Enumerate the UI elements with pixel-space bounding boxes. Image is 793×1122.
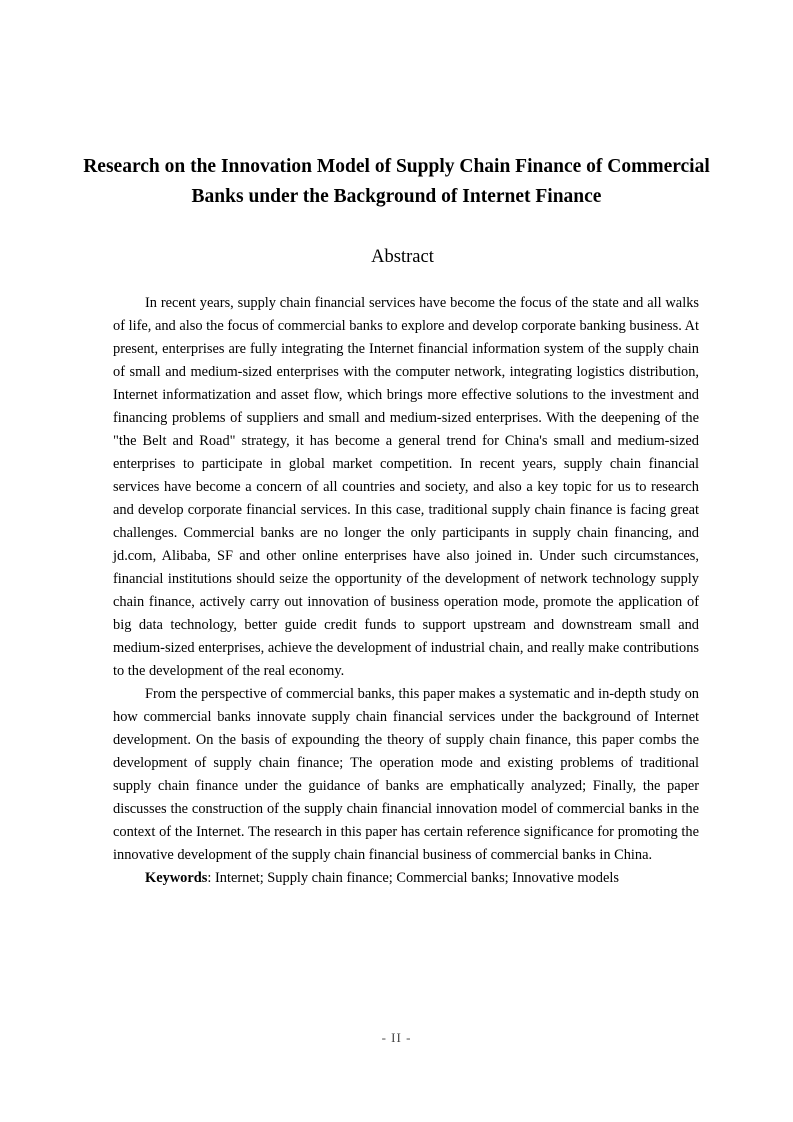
abstract-paragraph-2: From the perspective of commercial banks, this paper makes a systematic and in-depth study on how commercial banks innovate supply chain financial services under the background of Internet development. On the basis of expounding the theory of supply chain finance, this paper combs the development of supply chain finance; The operation mode and existing problems of traditional supply chain finance under the guidance of banks are emphatically analyzed; Finally, the paper discusses the construction of the supply chain financial innovation model of commercial banks in the context of the Internet. The research in this paper has certain reference significance for promoting the innovative development of the supply chain financial business of commercial banks in China. — [113, 686, 699, 863]
keywords-list: Internet; Supply chain finance; Commercial banks; Innovative models — [211, 870, 619, 886]
keywords-line — [113, 867, 699, 890]
page-number: - II - — [381, 1030, 412, 1045]
paper-title: Research on the Innovation Model of Supply Chain Finance of Commercial Banks under the Background of Internet Finance — [83, 156, 710, 207]
keywords-separator: : — [207, 870, 212, 886]
keywords-label: Keywords — [145, 870, 208, 886]
abstract-paragraph-1: In recent years, supply chain financial services have become the focus of the state and all walks of life, and also the focus of commercial banks to explore and develop corporate banking business. At present, enterprises are fully integrating the Internet financial information system of the supply chain of small and medium-sized enterprises with the computer network, integrating logistics distribution, Internet informatization and asset flow, which brings more effective solutions to the investment and financing problems of suppliers and small and medium-sized enterprises. With the deepening of the "the Belt and Road" strategy, it has become a general trend for China's small and medium-sized enterprises to participate in global market competition. In recent years, supply chain financial services have become a concern of all countries and society, and also a key topic for us to research and develop corporate financial services. In this case, traditional supply chain finance is facing great challenges. Commercial banks are no longer the only participants in supply chain financing, and jd.com, Alibaba, SF and other online enterprises have also joined in. Under such circumstances, financial institutions should seize the opportunity of the development of network technology supply chain finance, actively carry out innovation of business operation mode, promote the application of big data technology, better guide credit funds to support upstream and downstream small and medium-sized enterprises, achieve the development of industrial chain, and really make contributions to the development of the real economy. — [113, 295, 699, 679]
abstract-heading: Abstract — [371, 247, 434, 267]
abstract-body — [113, 292, 699, 890]
